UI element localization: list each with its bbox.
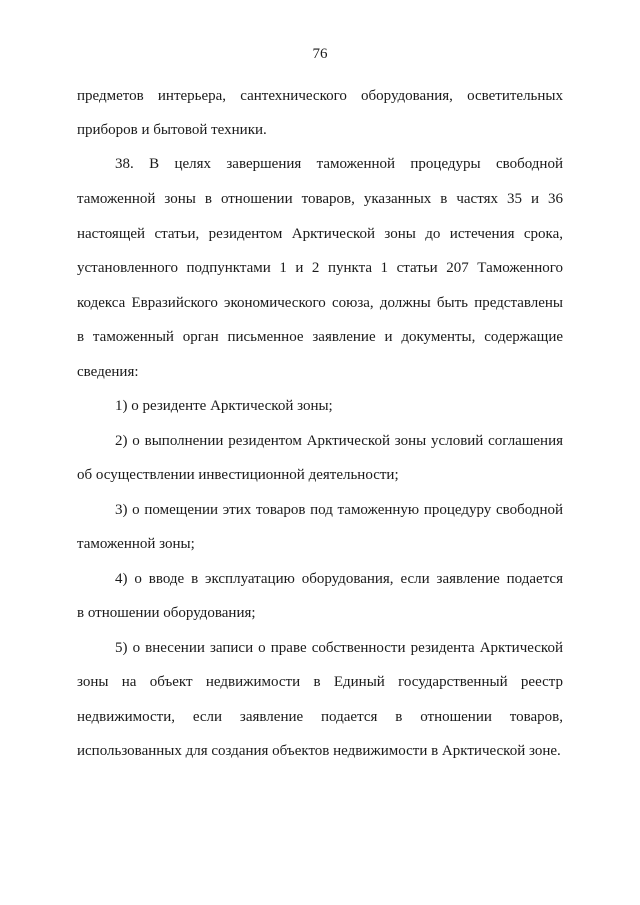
list-item-2: 2) о выполнении резидентом Арктической зоны условий соглашения xyxy=(115,433,563,449)
text-line: использованных для создания объектов недвижимости в Арктической зоне. xyxy=(77,743,561,759)
list-item-3: 3) о помещении этих товаров под таможенную процедуру свободной xyxy=(115,502,563,518)
text-line: сведения: xyxy=(77,364,139,380)
text-line: таможенной зоны в отношении товаров, указанных в частях 35 и 36 xyxy=(77,191,563,207)
text-line: об осуществлении инвестиционной деятельности; xyxy=(77,467,399,483)
text-line: предметов интерьера, сантехнического оборудования, осветительных xyxy=(77,88,563,104)
list-item-4: 4) о вводе в эксплуатацию оборудования, если заявление подается xyxy=(115,571,563,587)
paragraph-38-start: 38. В целях завершения таможенной процедуры свободной xyxy=(115,156,563,172)
text-line: в таможенный орган письменное заявление и документы, содержащие xyxy=(77,329,563,345)
text-line: настоящей статьи, резидентом Арктической зоны до истечения срока, xyxy=(77,226,563,242)
page-number: 76 xyxy=(312,46,328,62)
list-item-5: 5) о внесении записи о праве собственности резидента Арктической xyxy=(115,640,563,656)
text-line: таможенной зоны; xyxy=(77,536,195,552)
text-line: приборов и бытовой техники. xyxy=(77,122,267,138)
text-line: недвижимости, если заявление подается в отношении товаров, xyxy=(77,709,563,725)
text-line: установленного подпунктами 1 и 2 пункта 1 статьи 207 Таможенного xyxy=(77,260,563,276)
list-item-1: 1) о резиденте Арктической зоны; xyxy=(115,398,333,414)
text-line: зоны на объект недвижимости в Единый государственный реестр xyxy=(77,674,563,690)
text-line: кодекса Евразийского экономического союза, должны быть представлены xyxy=(77,295,563,311)
text-line: в отношении оборудования; xyxy=(77,605,256,621)
